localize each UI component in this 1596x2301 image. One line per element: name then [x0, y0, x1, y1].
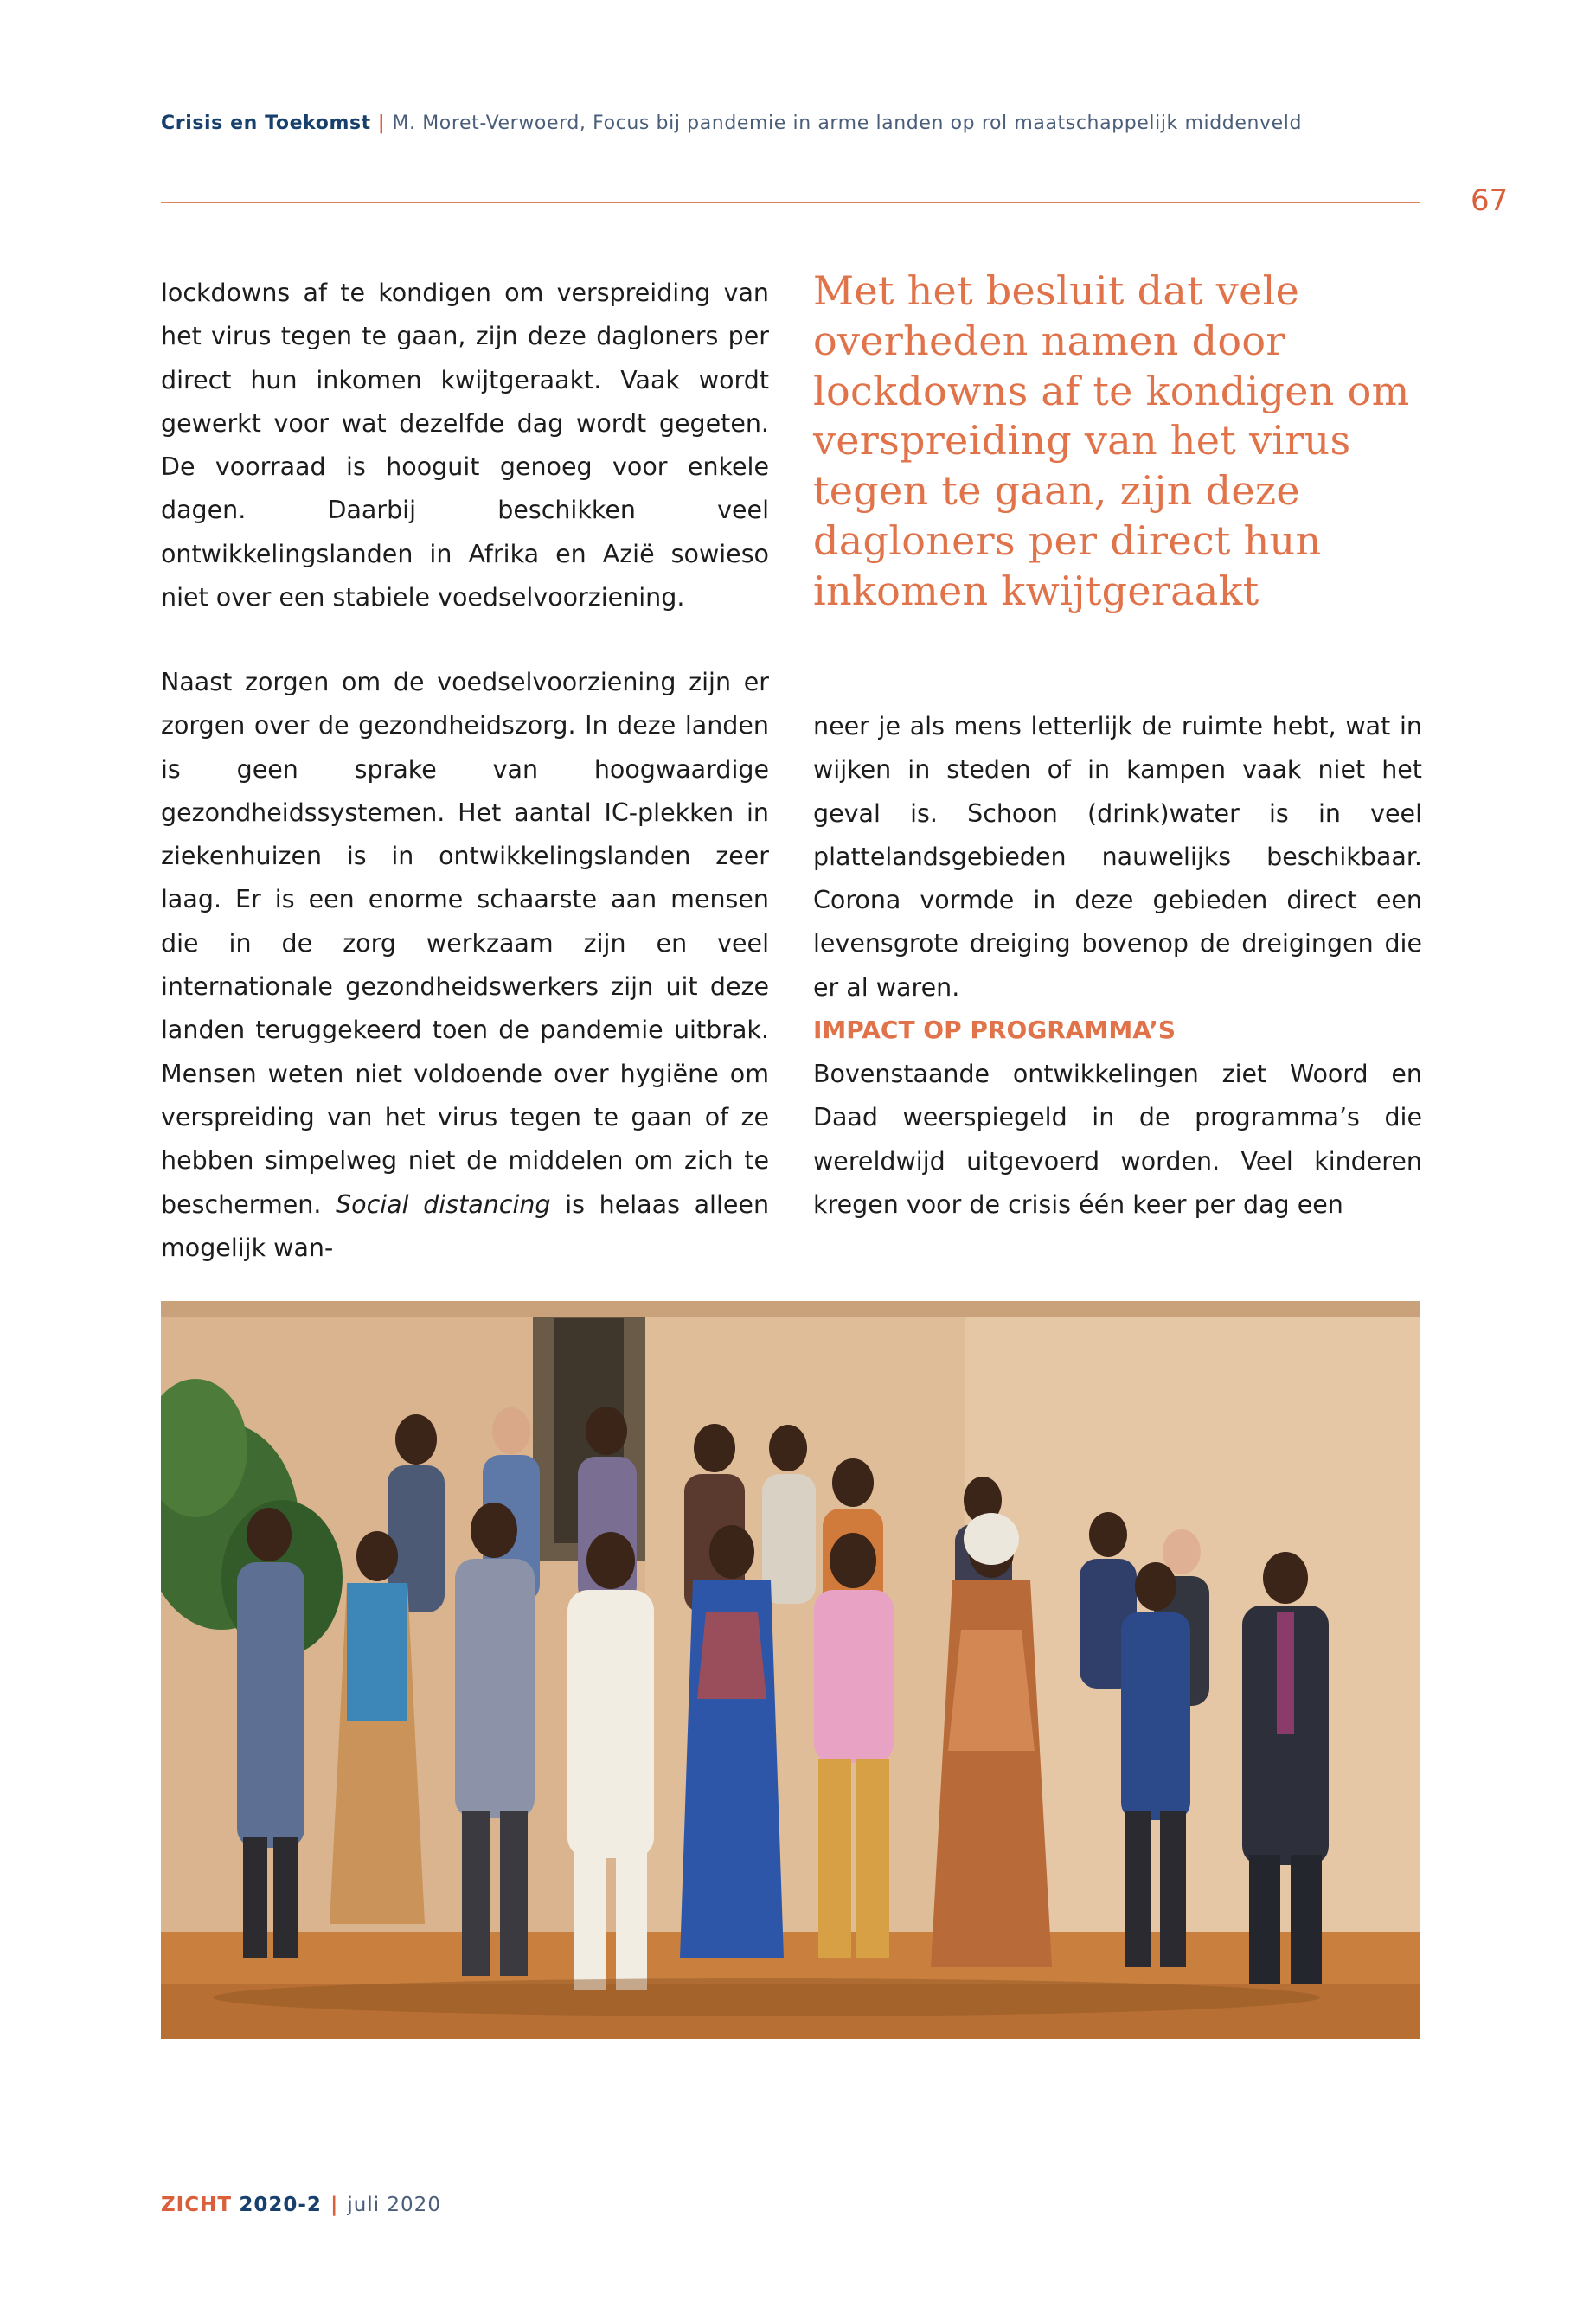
header-separator: | [377, 112, 386, 134]
header-rule [161, 202, 1420, 203]
section-heading-impact: IMPACT OP PROGRAMMA’S [813, 1016, 1176, 1044]
left-paragraph-2-text: Naast zorgen om de voedselvoorziening zijn er zorgen over de gezondheidszorg. In deze landen is geen sprake van hoogwaardige gezondheidssystemen. Het aantal IC-plekken in ziekenhuizen is in ontwikkelingslanden zeer laag. Er is een enorme schaarste aan mensen die in de zorg werkzaam zijn en veel internationale gezondheidswerkers zijn uit deze landen teruggekeerd toen de pandemie uitbrak. Mensen weten niet voldoende over hygiëne om verspreiding van het virus tegen te gaan of ze hebben simpelweg niet de middelen om zich te beschermen. [161, 668, 769, 1219]
group-photo [161, 1301, 1420, 2039]
running-header [161, 112, 1424, 134]
section-title: Crisis en Toekomst [161, 112, 371, 134]
issue-number: 2020-2 [239, 2194, 322, 2216]
right-paragraph-1: neer je als mens letterlijk de ruimte hebt, wat in wijken in steden of in kampen vaak niet het geval is. Schoon (drink)water is in veel plattelandsgebieden nauwelijks beschikbaar. Corona vormde in deze gebieden direct een levensgrote dreiging bovenop de dreigingen die er al waren. [813, 712, 1422, 1002]
left-paragraph-1: lockdowns af te kondigen om verspreiding van het virus tegen te gaan, zijn deze dagloners per direct hun inkomen kwijtgeraakt. Vaak wordt gewerkt voor wat dezelfde dag wordt gegeten. De voorraad is hooguit genoeg voor enkele dagen. Daarbij beschikken veel ontwikkelingslanden in Afrika en Azië sowieso niet over een stabiele voedselvoorziening. [161, 279, 769, 612]
group-photo-illustration [161, 1301, 1420, 2039]
article-title: M. Moret-Verwoerd, Focus bij pandemie in arme landen op rol maatschappelijk middenveld [392, 112, 1303, 134]
page-number: 67 [1471, 183, 1509, 218]
pull-quote: Met het besluit dat vele overheden namen door lockdowns af te kondigen om verspreiding van het virus tegen te gaan, zijn deze dagloners per direct hun inkomen kwijtgeraakt [813, 267, 1410, 614]
left-paragraph-2-end: is helaas alleen mogelijk wan- [161, 1189, 770, 1262]
footer [161, 2194, 441, 2216]
social-distancing-italic: Social distancing [336, 1189, 551, 1219]
footer-separator: | [330, 2194, 339, 2216]
issue-date: juli 2020 [347, 2194, 441, 2216]
left-paragraph-2 [161, 661, 769, 1270]
right-paragraph-2: Bovenstaande ontwikkelingen ziet Woord en Daad weerspiegeld in de programma’s die wereldwijd uitgevoerd worden. Veel kinderen kregen voor de crisis één keer per dag een [813, 1060, 1422, 1219]
magazine-name: ZICHT [161, 2194, 233, 2216]
